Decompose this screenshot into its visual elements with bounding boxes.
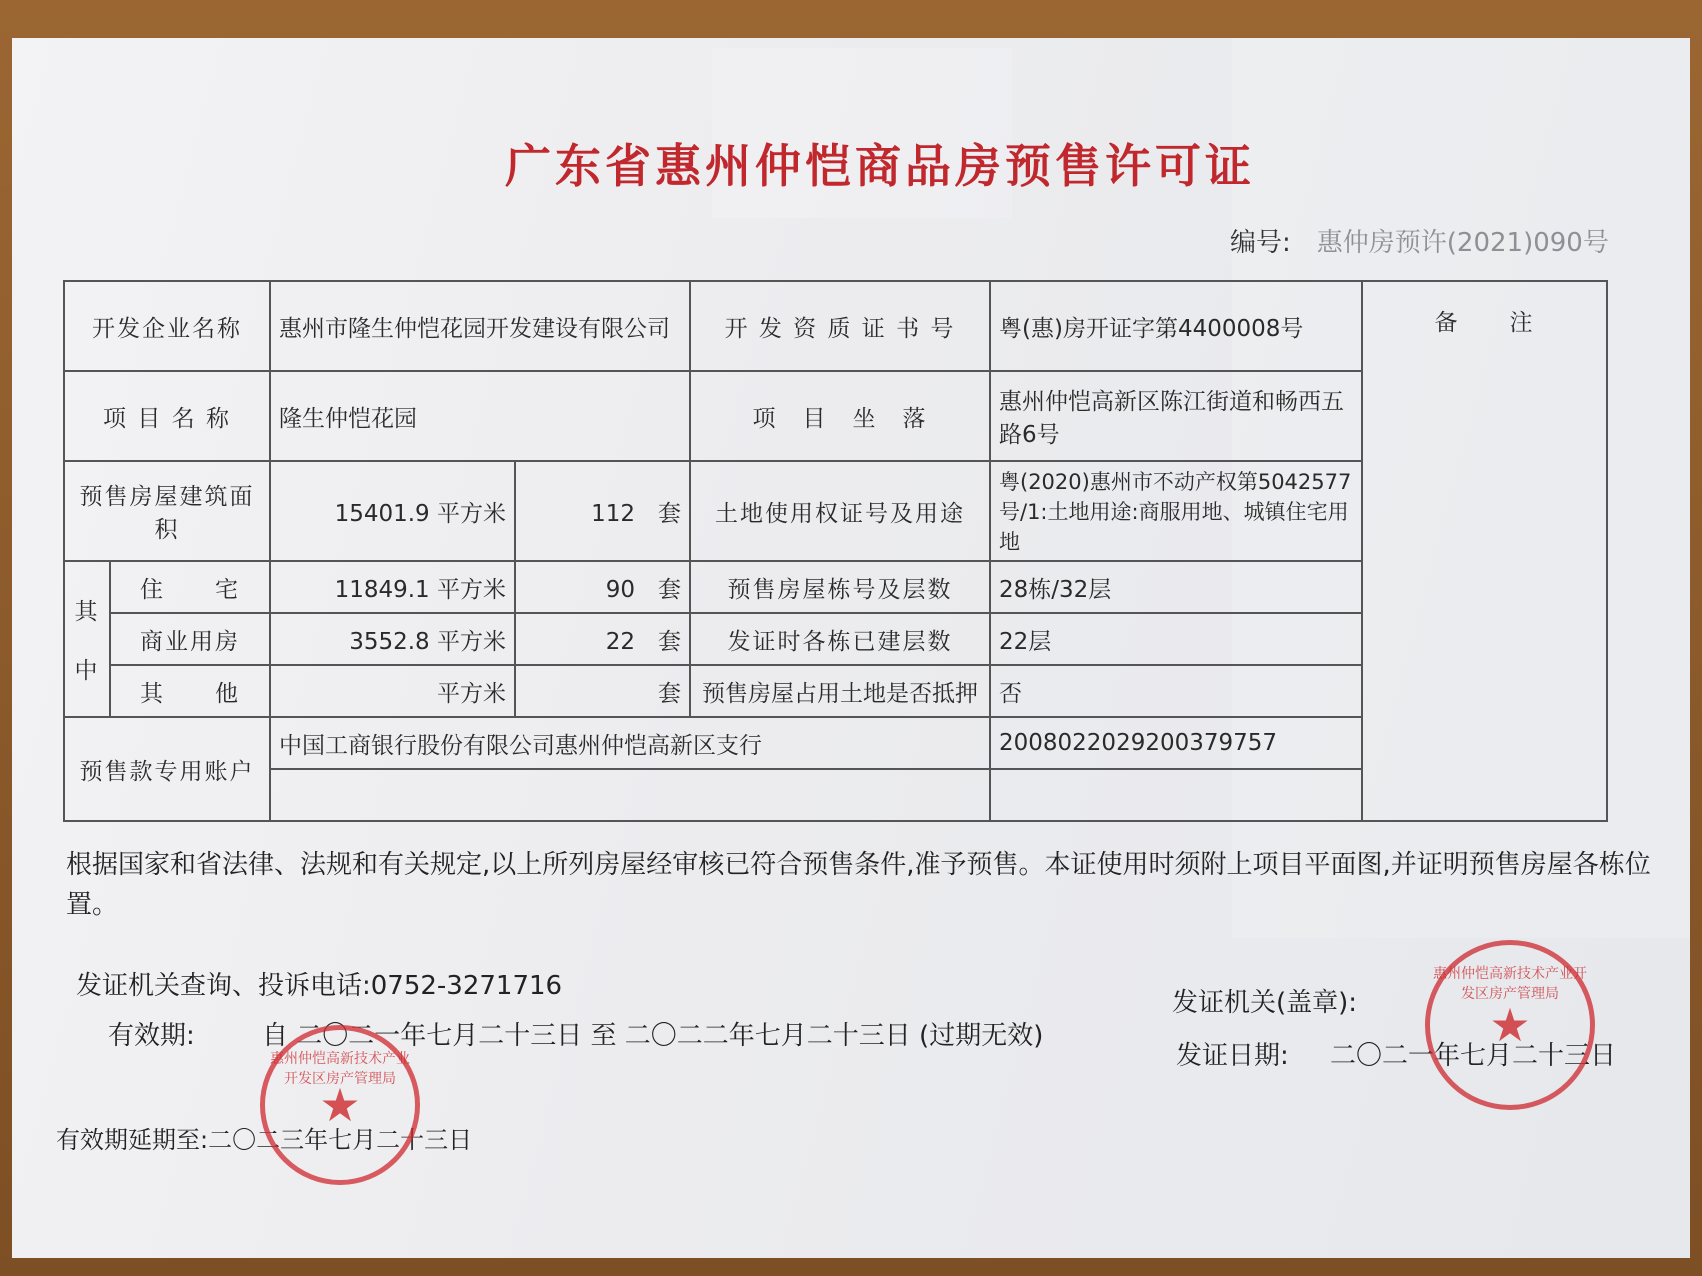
developer-label: 开发企业名称 <box>64 281 270 371</box>
built-floors-label: 发证时各栋已建层数 <box>690 613 990 665</box>
mortgage-label: 预售房屋占用土地是否抵押 <box>690 665 990 717</box>
permit-table <box>63 280 1608 822</box>
issue-date-value: 二〇二一年七月二十三日 <box>1330 1041 1617 1071</box>
seal-text: 惠州仲恺高新技术产业开发区房产管理局 <box>270 1051 410 1087</box>
land-cert-value: 粤(2020)惠州市不动产权第5042577号/1:土地用途:商服用地、城镇住宅用地 <box>990 461 1362 561</box>
units-unit: 套 <box>658 680 681 707</box>
commercial-units-cell <box>515 613 690 665</box>
issuing-authority: 发证机关(盖章): <box>1172 988 1358 1018</box>
area-unit: 平方米 <box>437 500 506 527</box>
units-unit: 套 <box>658 628 681 655</box>
area-unit: 平方米 <box>437 576 506 603</box>
residential-label: 住 宅 <box>110 561 270 613</box>
building-floors-value: 28栋/32层 <box>990 561 1362 613</box>
remarks-label: 备 注 <box>1362 281 1607 821</box>
developer-value: 惠州市隆生仲恺花园开发建设有限公司 <box>270 281 690 371</box>
empty-cell <box>990 769 1362 821</box>
mortgage-value: 否 <box>990 665 1362 717</box>
area-unit: 平方米 <box>437 680 506 707</box>
building-floors-label: 预售房屋栋号及层数 <box>690 561 990 613</box>
star-icon: ★ <box>319 1078 361 1132</box>
residential-area-cell <box>270 561 515 613</box>
project-name-value: 隆生仲恺花园 <box>270 371 690 461</box>
certificate-title: 广东省惠州仲恺商品房预售许可证 <box>505 139 1255 193</box>
official-seal-left <box>260 1025 420 1185</box>
location-label: 项 目 坐 落 <box>690 371 990 461</box>
approval-paragraph: 根据国家和省法律、法规和有关规定,以上所列房屋经审核已符合预售条件,准予预售。本证使用时须附上项目平面图,并证明预售房屋各栋位置。 <box>66 850 1651 920</box>
validity-value: 自 二〇二一年七月二十三日 至 二〇二二年七月二十三日 (过期无效) <box>262 1021 1044 1051</box>
residential-units: 90 <box>605 576 635 603</box>
residential-area: 11849.1 <box>334 576 430 603</box>
presale-area-label: 预售房屋建筑面积 <box>64 461 270 561</box>
account-number: 2008022029200379757 <box>990 717 1362 769</box>
empty-cell <box>270 769 990 821</box>
serial-value: 惠仲房预许(2021)090号 <box>1316 228 1609 258</box>
table-row <box>64 281 1607 371</box>
location-value: 惠州仲恺高新区陈江街道和畅西五路6号 <box>990 371 1362 461</box>
commercial-area: 3552.8 <box>349 628 430 655</box>
seal-text: 惠州仲恺高新技术产业开发区房产管理局 <box>1433 966 1587 1002</box>
presale-area-cell <box>270 461 515 561</box>
other-area-cell <box>270 665 515 717</box>
presale-units-value: 112 <box>591 500 635 527</box>
extension-date: 有效期延期至:二〇二三年七月二十三日 <box>56 1126 473 1154</box>
presale-units-cell <box>515 461 690 561</box>
land-cert-label: 土地使用权证号及用途 <box>690 461 990 561</box>
serial-number <box>1230 222 1609 259</box>
other-label: 其 他 <box>110 665 270 717</box>
area-unit: 平方米 <box>437 628 506 655</box>
other-units-cell <box>515 665 690 717</box>
project-name-label: 项 目 名 称 <box>64 371 270 461</box>
qualification-value: 粤(惠)房开证字第4400008号 <box>990 281 1362 371</box>
commercial-label: 商业用房 <box>110 613 270 665</box>
official-seal-right <box>1425 940 1595 1110</box>
presale-area-value: 15401.9 <box>334 500 430 527</box>
bank-name: 中国工商银行股份有限公司惠州仲恺高新区支行 <box>270 717 990 769</box>
validity-label: 有效期: <box>108 1021 195 1051</box>
qualification-label: 开 发 资 质 证 书 号 <box>690 281 990 371</box>
units-unit: 套 <box>658 500 681 527</box>
residential-units-cell <box>515 561 690 613</box>
serial-label: 编号: <box>1230 228 1291 258</box>
commercial-units: 22 <box>605 628 635 655</box>
issue-date-label: 发证日期: <box>1176 1041 1289 1071</box>
escrow-account-label: 预售款专用账户 <box>64 717 270 821</box>
complaint-phone: 发证机关查询、投诉电话:0752-3271716 <box>76 971 563 1001</box>
among-label: 其 中 <box>64 561 110 717</box>
star-icon: ★ <box>1489 998 1531 1052</box>
commercial-area-cell <box>270 613 515 665</box>
built-floors-value: 22层 <box>990 613 1362 665</box>
units-unit: 套 <box>658 576 681 603</box>
